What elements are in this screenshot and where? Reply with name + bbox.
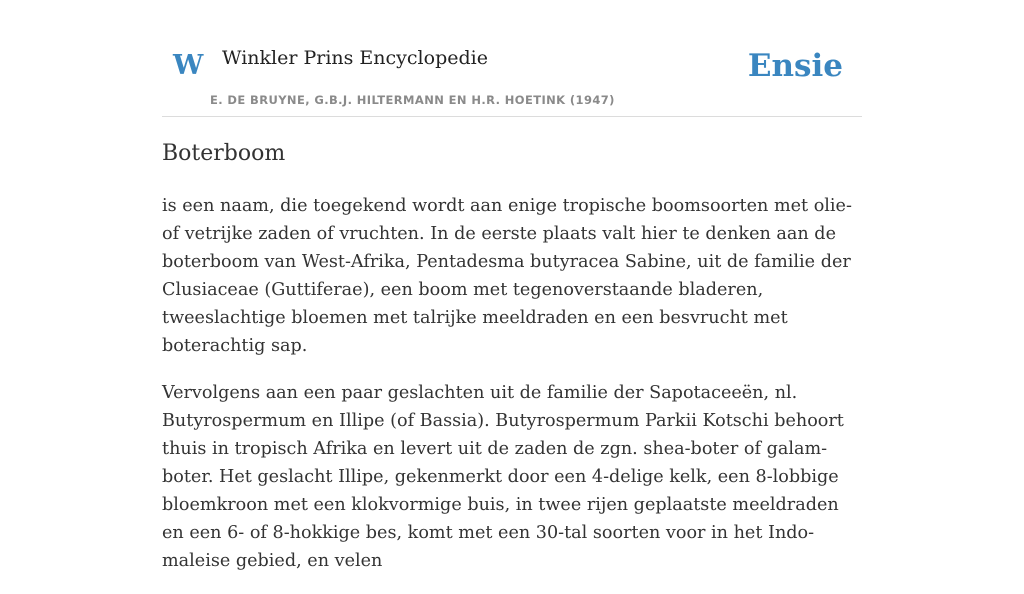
source-title[interactable]: Winkler Prins Encyclopedie — [222, 47, 488, 69]
article-title: Boterboom — [162, 141, 286, 166]
article-body — [162, 192, 862, 594]
winkler-prins-logo[interactable]: W — [173, 50, 204, 81]
article-paragraph: Vervolgens aan een paar geslachten uit de familie der Sapotaceeën, nl. Butyrospermum en Illipe (of Bassia). Butyrospermum Parkii Kotschi behoort thuis in tropisch Afrika en levert uit de zaden de zgn. shea-boter of galam-boter. Het geslacht Illipe, gekenmerkt door een 4-delige kelk, een 8-lobbige bloemkroon met een klokvormige buis, in twee rijen geplaatste meeldraden en een 6- of 8-hokkige bes, komt met een 30-tal soorten voor in het Indo-maleise gebied, en velen — [162, 383, 844, 571]
site-header — [162, 0, 862, 117]
ensie-logo[interactable]: Ensie — [747, 48, 843, 84]
source-authors: E. DE BRUYNE, G.B.J. HILTERMANN EN H.R. HOETINK (1947) — [210, 93, 615, 107]
article-paragraph: is een naam, die toegekend wordt aan enige tropische boomsoorten met olie- of vetrijke zaden of vruchten. In de eerste plaats valt hier te denken aan de boterboom van West-Afrika, Pentadesma butyracea Sabine, uit de familie der Clusiaceae (Guttiferae), een boom met tegenoverstaande bladeren, tweeslachtige bloemen met talrijke meeldraden en een besvrucht met boterachtig sap. — [162, 196, 852, 356]
